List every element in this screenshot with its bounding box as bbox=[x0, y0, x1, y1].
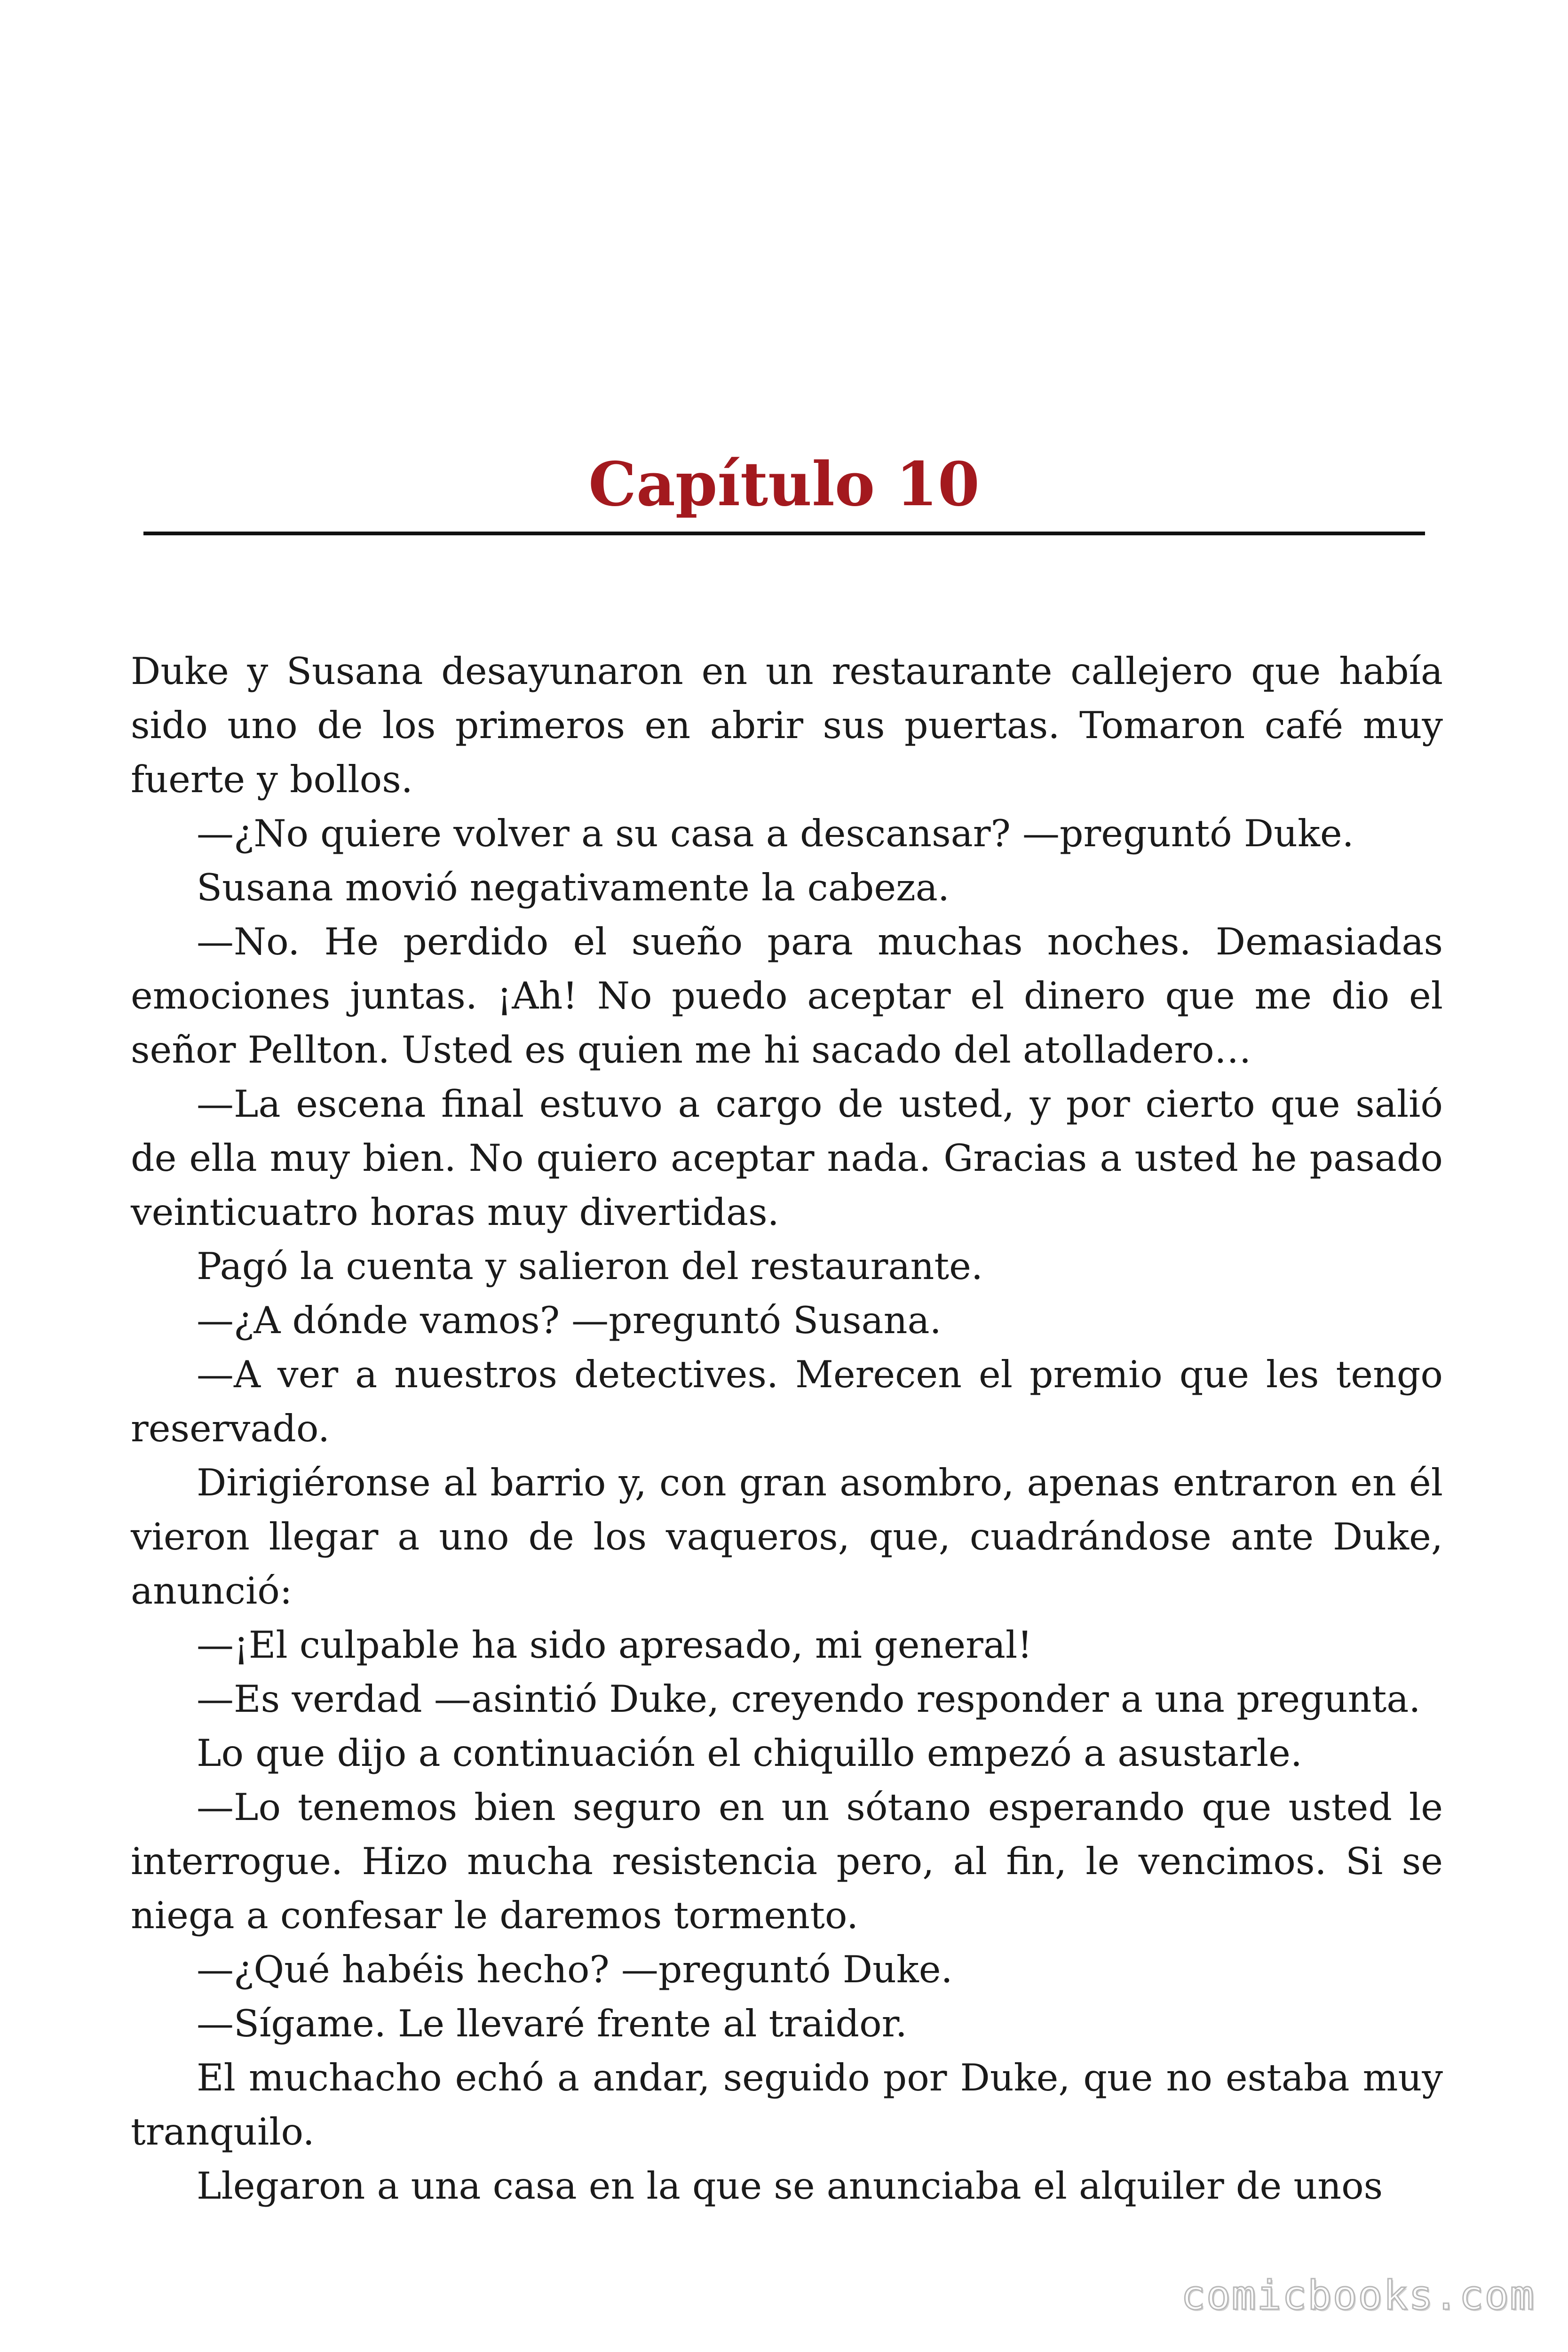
paragraph: Duke y Susana desayunaron en un restaurante callejero que había sido uno de los primeros en abrir sus puertas. Tomaron café muy fuerte y bollos. bbox=[131, 650, 1443, 801]
paragraph: —¡El culpable ha sido apresado, mi general! bbox=[197, 1623, 1032, 1667]
paragraph: —No. He perdido el sueño para muchas noches. Demasiadas emociones juntas. ¡Ah! No puedo aceptar el dinero que me dio el señor Pellton. Usted es quien me hi sacado del atolladero… bbox=[131, 920, 1443, 1072]
title-divider bbox=[143, 532, 1425, 535]
paragraph: Pagó la cuenta y salieron del restaurante. bbox=[197, 1245, 983, 1288]
paragraph: —A ver a nuestros detectives. Merecen el premio que les tengo reservado. bbox=[131, 1353, 1443, 1450]
body-text bbox=[131, 644, 1443, 2213]
paragraph: Lo que dijo a continuación el chiquillo empezó a asustarle. bbox=[197, 1732, 1303, 1775]
paragraph: —¿Qué habéis hecho? —preguntó Duke. bbox=[197, 1948, 953, 1991]
paragraph: Dirigiéronse al barrio y, con gran asombro, apenas entraron en él vieron llegar a uno de los vaqueros, que, cuadrándose ante Duke, anunció: bbox=[131, 1461, 1443, 1613]
paragraph: —Sígame. Le llevaré frente al traidor. bbox=[197, 2002, 907, 2045]
paragraph: —La escena final estuvo a cargo de usted, y por cierto que salió de ella muy bien. No quiero aceptar nada. Gracias a usted he pasado veinticuatro horas muy divertidas. bbox=[131, 1082, 1443, 1234]
watermark: comicbooks.com bbox=[1181, 2272, 1535, 2319]
paragraph: —¿A dónde vamos? —preguntó Susana. bbox=[197, 1299, 942, 1342]
chapter-title: Capítulo 10 bbox=[588, 449, 980, 520]
paragraph: —¿No quiere volver a su casa a descansar? —preguntó Duke. bbox=[197, 812, 1354, 855]
paragraph: Llegaron a una casa en la que se anunciaba el alquiler de unos bbox=[197, 2164, 1383, 2208]
paragraph: —Lo tenemos bien seguro en un sótano esperando que usted le interrogue. Hizo mucha resistencia pero, al fin, le vencimos. Si se niega a confesar le daremos tormento. bbox=[131, 1786, 1443, 1937]
paragraph: —Es verdad —asintió Duke, creyendo responder a una pregunta. bbox=[197, 1677, 1421, 1721]
paragraph: El muchacho echó a andar, seguido por Duke, que no estaba muy tranquilo. bbox=[131, 2056, 1443, 2153]
paragraph: Susana movió negativamente la cabeza. bbox=[197, 866, 950, 909]
